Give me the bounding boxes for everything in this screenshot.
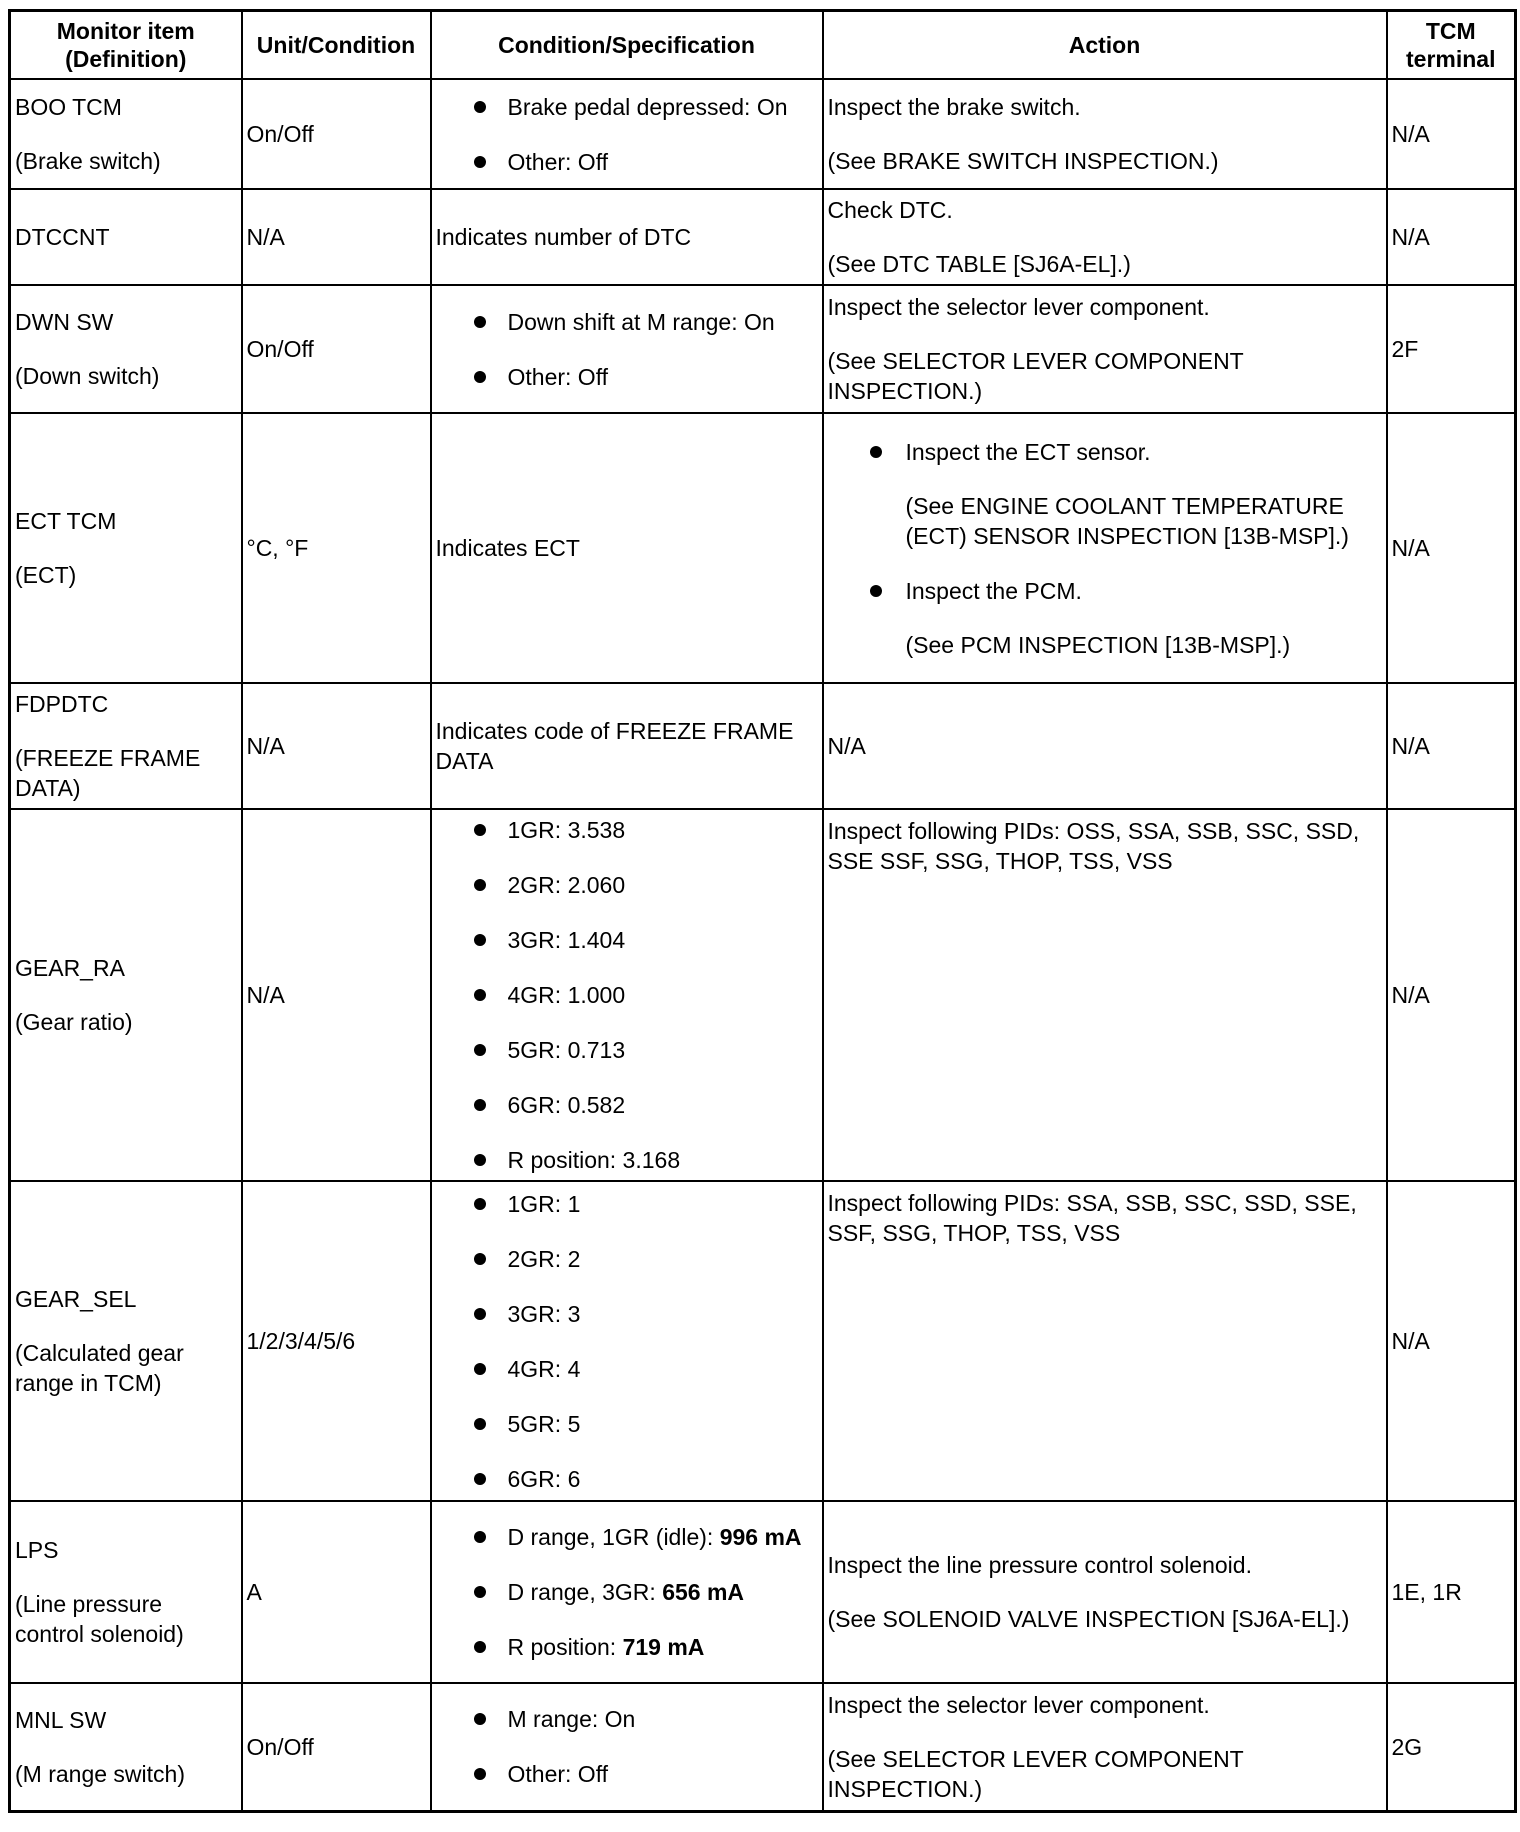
table-row — [10, 809, 1516, 1181]
unit-cell: N/A — [242, 189, 431, 285]
condition-item: Brake pedal depressed: On — [474, 92, 818, 122]
condition-cell — [431, 1683, 823, 1811]
monitor-item-cell — [10, 1501, 242, 1683]
action-cell — [823, 189, 1387, 285]
condition-item: 5GR: 5 — [474, 1409, 818, 1439]
monitor-item-definition: (M range switch) — [15, 1760, 185, 1787]
action-reference: (See SELECTOR LEVER COMPONENT INSPECTION.) — [827, 1745, 1244, 1802]
table-row — [10, 189, 1516, 285]
action-text: Inspect the line pressure control solenoid. — [827, 1552, 1252, 1578]
action-cell — [823, 1683, 1387, 1811]
unit-cell: N/A — [242, 683, 431, 809]
condition-label: D range, 1GR (idle): — [507, 1524, 720, 1550]
monitor-item-definition: (Brake switch) — [15, 148, 161, 174]
condition-cell — [431, 809, 823, 1181]
table-row — [10, 79, 1516, 189]
action-text: Inspect the ECT sensor. — [905, 438, 1151, 465]
tcm-terminal-cell: 1E, 1R — [1387, 1501, 1516, 1683]
condition-item: 4GR: 4 — [474, 1354, 818, 1384]
unit-cell: N/A — [242, 809, 431, 1181]
tcm-terminal-cell: N/A — [1387, 413, 1516, 683]
condition-item: Other: Off — [474, 1759, 818, 1789]
action-cell — [823, 79, 1387, 189]
monitor-item-definition: (ECT) — [15, 562, 77, 588]
monitor-item-cell — [10, 79, 242, 189]
condition-value: 996 mA — [719, 1524, 802, 1550]
tcm-terminal-cell: N/A — [1387, 79, 1516, 189]
condition-cell — [431, 285, 823, 413]
action-text: Inspect the selector lever component. — [827, 1691, 1210, 1718]
condition-item — [474, 1577, 818, 1607]
condition-item — [474, 1522, 818, 1552]
action-cell — [823, 1501, 1387, 1683]
monitor-item-cell — [10, 413, 242, 683]
condition-item: 1GR: 1 — [474, 1189, 818, 1219]
unit-cell: On/Off — [242, 1683, 431, 1811]
action-reference: (See ENGINE COOLANT TEMPERATURE (ECT) SENSOR INSPECTION [13B-MSP].) — [905, 492, 1349, 549]
action-item — [870, 576, 1382, 660]
monitor-item-cell — [10, 809, 242, 1181]
condition-cell — [431, 1181, 823, 1501]
unit-cell: 1/2/3/4/5/6 — [242, 1181, 431, 1501]
condition-item: 6GR: 6 — [474, 1464, 818, 1494]
condition-value: 656 mA — [662, 1579, 745, 1605]
monitor-item-cell — [10, 683, 242, 809]
monitor-item-name: LPS — [15, 1537, 59, 1563]
condition-item: Down shift at M range: On — [474, 307, 818, 337]
action-text: Inspect the brake switch. — [827, 94, 1081, 120]
action-text: Inspect the PCM. — [905, 577, 1082, 604]
tcm-terminal-cell: N/A — [1387, 683, 1516, 809]
unit-cell: A — [242, 1501, 431, 1683]
condition-cell — [431, 79, 823, 189]
unit-cell: On/Off — [242, 79, 431, 189]
table-row — [10, 413, 1516, 683]
table-row — [10, 1181, 1516, 1501]
condition-item: 2GR: 2 — [474, 1244, 818, 1274]
monitor-item-name: ECT TCM — [15, 508, 117, 534]
tcm-terminal-cell: 2G — [1387, 1683, 1516, 1811]
condition-item: Other: Off — [474, 362, 818, 392]
header-monitor-item: Monitor item (Definition) — [10, 11, 242, 80]
unit-cell: °C, °F — [242, 413, 431, 683]
monitor-item-definition: (Line pressure control solenoid) — [15, 1591, 184, 1647]
condition-cell: Indicates number of DTC — [431, 189, 823, 285]
action-cell — [823, 413, 1387, 683]
condition-item: 1GR: 3.538 — [474, 815, 818, 845]
monitor-item-table — [8, 9, 1517, 1813]
header-action: Action — [823, 11, 1387, 80]
action-cell: N/A — [823, 683, 1387, 809]
condition-item: R position: 3.168 — [474, 1145, 818, 1175]
action-item — [870, 437, 1382, 551]
condition-item — [474, 1632, 818, 1662]
action-reference: (See PCM INSPECTION [13B-MSP].) — [905, 631, 1291, 658]
condition-item: 3GR: 3 — [474, 1299, 818, 1329]
monitor-item-cell — [10, 1683, 242, 1811]
tcm-terminal-cell: N/A — [1387, 1181, 1516, 1501]
condition-item: 5GR: 0.713 — [474, 1035, 818, 1065]
monitor-item-definition: (FREEZE FRAME DATA) — [15, 745, 201, 801]
monitor-item-name: DTCCNT — [15, 224, 110, 250]
monitor-item-definition: (Down switch) — [15, 363, 160, 389]
action-reference: (See BRAKE SWITCH INSPECTION.) — [827, 148, 1219, 174]
action-cell: Inspect following PIDs: OSS, SSA, SSB, SSC, SSD, SSE SSF, SSG, THOP, TSS, VSS — [823, 809, 1387, 1181]
condition-label: R position: — [507, 1634, 623, 1660]
monitor-item-cell — [10, 1181, 242, 1501]
action-reference: (See DTC TABLE [SJ6A-EL].) — [827, 251, 1131, 277]
monitor-item-name: BOO TCM — [15, 94, 122, 120]
condition-value: 719 mA — [622, 1634, 705, 1660]
header-row — [10, 11, 1516, 80]
tcm-terminal-cell: 2F — [1387, 285, 1516, 413]
action-reference: (See SOLENOID VALVE INSPECTION [SJ6A-EL].) — [827, 1606, 1350, 1632]
monitor-item-name: DWN SW — [15, 309, 114, 335]
action-cell — [823, 285, 1387, 413]
condition-item: 3GR: 1.404 — [474, 925, 818, 955]
monitor-item-cell — [10, 285, 242, 413]
monitor-item-name: GEAR_RA — [15, 955, 125, 981]
table-row — [10, 683, 1516, 809]
tcm-terminal-cell: N/A — [1387, 809, 1516, 1181]
action-cell: Inspect following PIDs: SSA, SSB, SSC, SSD, SSE, SSF, SSG, THOP, TSS, VSS — [823, 1181, 1387, 1501]
header-unit-condition: Unit/Condition — [242, 11, 431, 80]
condition-item: 6GR: 0.582 — [474, 1090, 818, 1120]
table-row — [10, 1683, 1516, 1811]
table-row — [10, 1501, 1516, 1683]
monitor-item-cell — [10, 189, 242, 285]
header-condition-specification: Condition/Specification — [431, 11, 823, 80]
monitor-item-name: FDPDTC — [15, 691, 109, 717]
tcm-terminal-cell: N/A — [1387, 189, 1516, 285]
condition-item: 2GR: 2.060 — [474, 870, 818, 900]
condition-cell — [431, 1501, 823, 1683]
condition-item: Other: Off — [474, 147, 818, 177]
monitor-item-definition: (Calculated gear range in TCM) — [15, 1340, 184, 1396]
table-row — [10, 285, 1516, 413]
action-text: Check DTC. — [827, 197, 953, 223]
unit-cell: On/Off — [242, 285, 431, 413]
action-reference: (See SELECTOR LEVER COMPONENT INSPECTION.) — [827, 348, 1244, 404]
monitor-item-definition: (Gear ratio) — [15, 1009, 133, 1035]
condition-cell: Indicates code of FREEZE FRAME DATA — [431, 683, 823, 809]
condition-item: 4GR: 1.000 — [474, 980, 818, 1010]
condition-cell: Indicates ECT — [431, 413, 823, 683]
monitor-item-name: MNL SW — [15, 1706, 107, 1733]
condition-item: M range: On — [474, 1704, 818, 1734]
header-tcm-terminal: TCM terminal — [1387, 11, 1516, 80]
monitor-item-name: GEAR_SEL — [15, 1286, 137, 1312]
action-text: Inspect the selector lever component. — [827, 294, 1210, 320]
condition-label: D range, 3GR: — [507, 1579, 663, 1605]
